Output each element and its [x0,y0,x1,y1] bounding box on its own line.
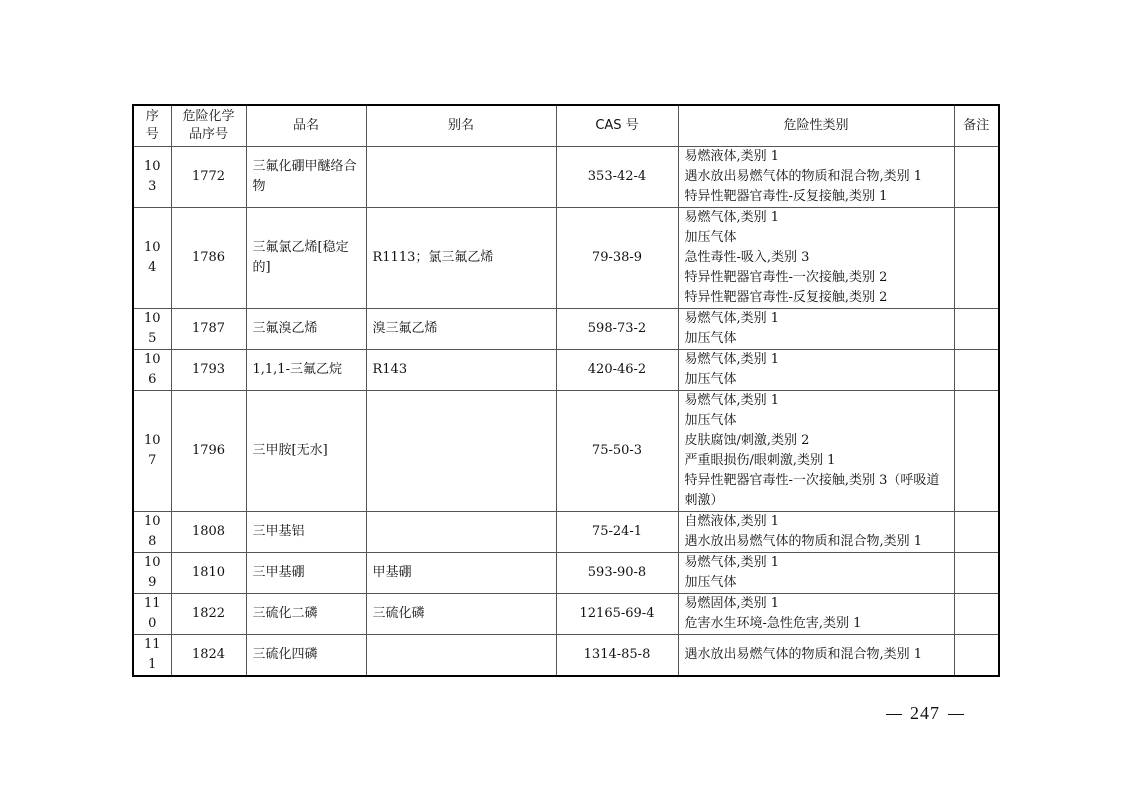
cell-name: 三硫化四磷 [246,635,366,677]
hazard-line: 易燃液体,类别 1 [684,149,780,164]
cell-name: 三硫化二磷 [246,594,366,635]
cell-note [954,208,999,309]
page-number-value: 247 [910,703,940,723]
header-cas: CAS 号 [556,105,678,147]
cell-name: 三氟溴乙烯 [246,309,366,350]
cell-hazchem-seq: 1772 [171,147,246,208]
cell-cas: 598-73-2 [556,309,678,350]
table-row [133,208,999,309]
hazard-line: 特异性靶器官毒性-反复接触,类别 1 [684,189,888,204]
cell-alias [366,635,556,677]
hazardous-chemicals-table [132,104,1000,677]
hazard-line: 急性毒性-吸入,类别 3 [684,250,810,265]
cell-hazard-class [678,594,954,635]
cell-cas: 75-24-1 [556,512,678,553]
cell-seq: 111 [133,635,171,677]
dash-left [886,714,902,715]
hazard-line: 特异性靶器官毒性-一次接触,类别 3（呼吸道刺激） [684,473,940,508]
cell-hazard-class [678,512,954,553]
table-row [133,350,999,391]
hazard-line: 加压气体 [684,331,737,346]
cell-hazchem-seq: 1810 [171,553,246,594]
cell-alias [366,512,556,553]
cell-name: 三甲基铝 [246,512,366,553]
cell-seq: 110 [133,594,171,635]
cell-seq: 106 [133,350,171,391]
cell-hazard-class [678,635,954,677]
cell-hazchem-seq: 1793 [171,350,246,391]
cell-cas: 12165-69-4 [556,594,678,635]
dash-right [948,714,964,715]
hazard-line: 自燃液体,类别 1 [684,514,780,529]
cell-name: 三甲基硼 [246,553,366,594]
hazard-line: 易燃气体,类别 1 [684,352,780,367]
hazard-line: 加压气体 [684,230,737,245]
cell-name: 三氟化硼甲醚络合物 [246,147,366,208]
cell-alias: 溴三氟乙烯 [366,309,556,350]
cell-alias [366,391,556,512]
cell-seq: 108 [133,512,171,553]
cell-hazard-class [678,391,954,512]
cell-alias: 三硫化磷 [366,594,556,635]
cell-name: 三甲胺[无水] [246,391,366,512]
hazard-line: 特异性靶器官毒性-反复接触,类别 2 [684,290,888,305]
header-note: 备注 [954,105,999,147]
cell-alias: R143 [366,350,556,391]
table-row [133,309,999,350]
cell-cas: 420-46-2 [556,350,678,391]
hazard-line: 加压气体 [684,372,737,387]
table-body [133,147,999,677]
table-row [133,594,999,635]
cell-note [954,147,999,208]
hazard-line: 易燃气体,类别 1 [684,210,780,225]
cell-hazard-class [678,147,954,208]
cell-note [954,594,999,635]
header-alias: 别名 [366,105,556,147]
table-row [133,553,999,594]
cell-hazard-class [678,208,954,309]
hazard-line: 特异性靶器官毒性-一次接触,类别 2 [684,270,888,285]
table-row [133,391,999,512]
cell-hazchem-seq: 1787 [171,309,246,350]
hazard-line: 易燃气体,类别 1 [684,393,780,408]
cell-note [954,512,999,553]
cell-cas: 353-42-4 [556,147,678,208]
header-hazard-class: 危险性类别 [678,105,954,147]
cell-seq: 103 [133,147,171,208]
hazard-line: 加压气体 [684,413,737,428]
cell-name: 三氟氯乙烯[稳定的] [246,208,366,309]
hazard-line: 皮肤腐蚀/刺激,类别 2 [684,433,810,448]
cell-seq: 105 [133,309,171,350]
cell-hazchem-seq: 1822 [171,594,246,635]
cell-note [954,635,999,677]
hazard-line: 易燃固体,类别 1 [684,596,780,611]
cell-note [954,350,999,391]
cell-cas: 75-50-3 [556,391,678,512]
cell-cas: 1314-85-8 [556,635,678,677]
cell-hazchem-seq: 1824 [171,635,246,677]
cell-seq: 104 [133,208,171,309]
cell-note [954,553,999,594]
cell-alias: 甲基硼 [366,553,556,594]
cell-name: 1,1,1-三氟乙烷 [246,350,366,391]
hazard-line: 易燃气体,类别 1 [684,311,780,326]
cell-seq: 109 [133,553,171,594]
cell-hazard-class [678,350,954,391]
table-header-row [133,105,999,147]
table-row [133,147,999,208]
cell-hazard-class [678,553,954,594]
header-hazchem-seq: 危险化学品序号 [171,105,246,147]
hazard-line: 加压气体 [684,575,737,590]
cell-alias [366,147,556,208]
cell-seq: 107 [133,391,171,512]
cell-hazchem-seq: 1808 [171,512,246,553]
cell-hazchem-seq: 1796 [171,391,246,512]
hazard-line: 遇水放出易燃气体的物质和混合物,类别 1 [684,647,923,662]
hazard-line: 危害水生环境-急性危害,类别 1 [684,616,862,631]
hazard-line: 遇水放出易燃气体的物质和混合物,类别 1 [684,169,923,184]
cell-hazard-class [678,309,954,350]
hazard-line: 易燃气体,类别 1 [684,555,780,570]
cell-note [954,309,999,350]
hazard-line: 严重眼损伤/眼刺激,类别 1 [684,453,836,468]
cell-cas: 79-38-9 [556,208,678,309]
header-seq: 序号 [133,105,171,147]
cell-cas: 593-90-8 [556,553,678,594]
cell-alias: R1113；氯三氟乙烯 [366,208,556,309]
header-name: 品名 [246,105,366,147]
table-row [133,635,999,677]
cell-note [954,391,999,512]
cell-hazchem-seq: 1786 [171,208,246,309]
page-number [878,703,972,724]
hazard-line: 遇水放出易燃气体的物质和混合物,类别 1 [684,534,923,549]
table-row [133,512,999,553]
